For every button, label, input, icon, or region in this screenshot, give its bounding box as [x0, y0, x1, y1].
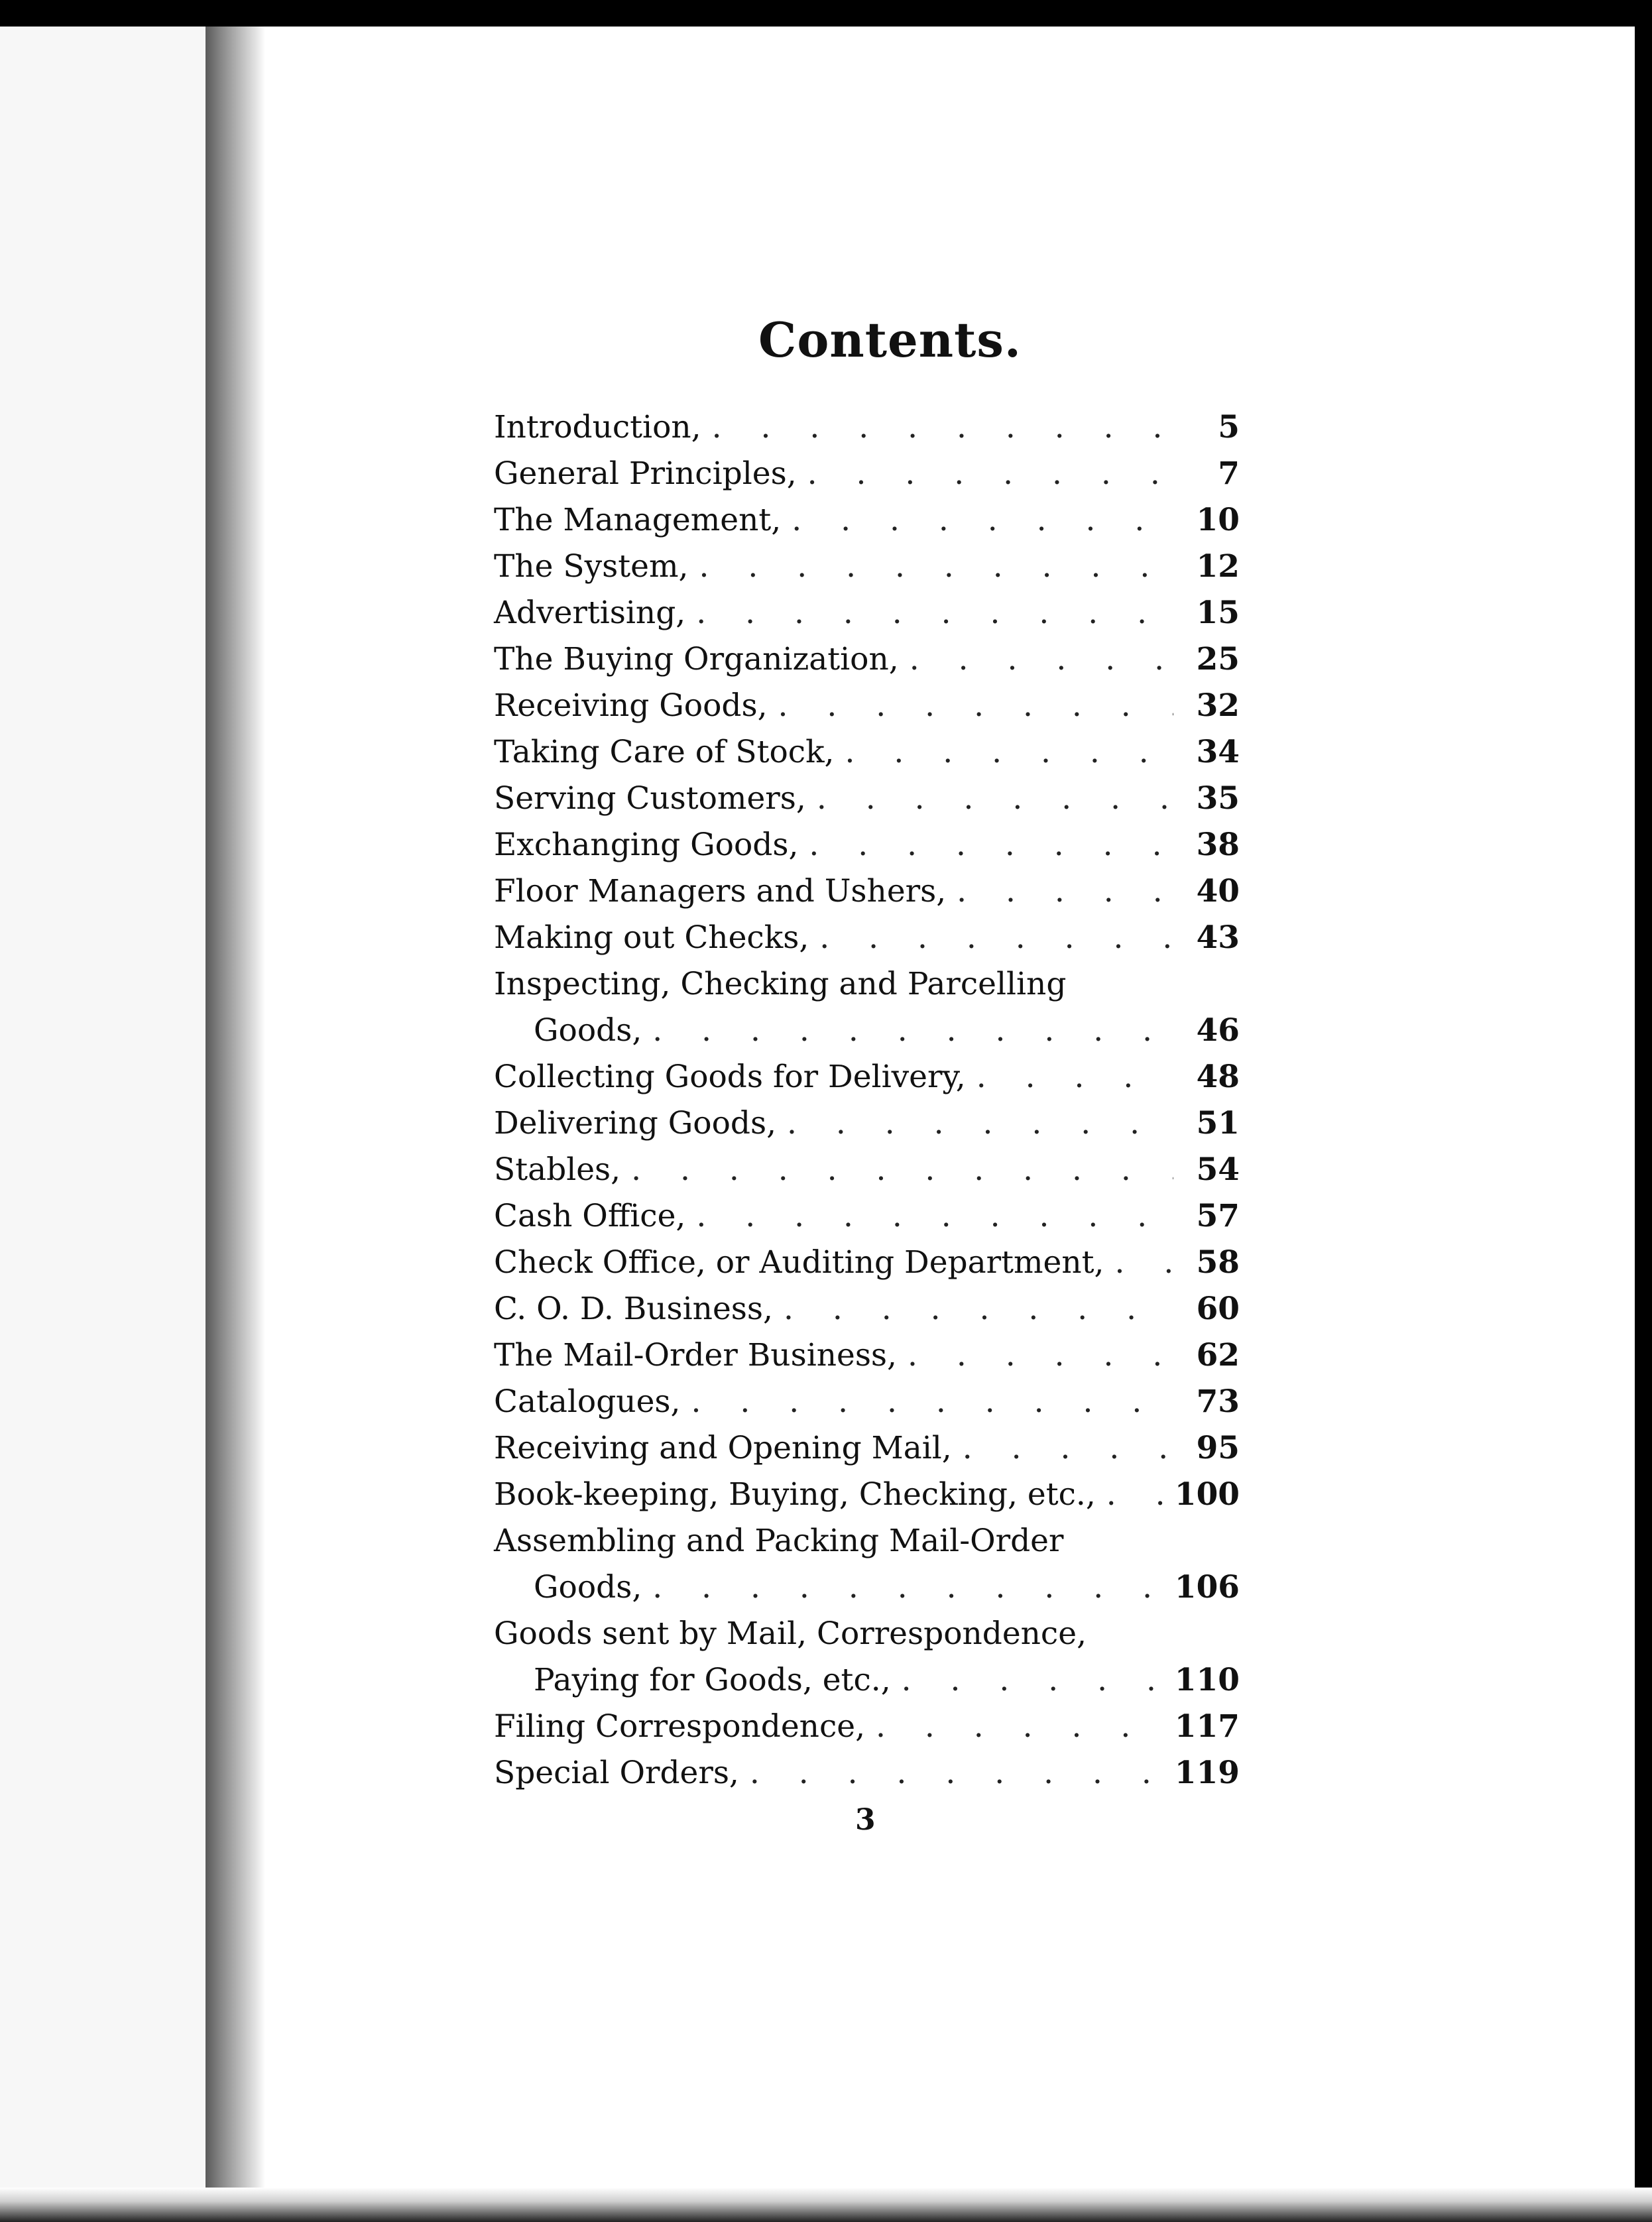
toc-entry-page: 95	[1196, 1430, 1240, 1466]
toc-leader-dots	[699, 544, 1173, 590]
facing-page-edge	[0, 27, 207, 2194]
toc-leader-dots	[712, 404, 1173, 451]
toc-entry	[494, 776, 1240, 822]
toc-entry-page: 12	[1196, 548, 1240, 585]
toc-entry-page: 43	[1196, 919, 1240, 956]
toc-entry	[494, 497, 1240, 544]
toc-entry	[494, 1100, 1240, 1147]
toc-leader-dots	[902, 1657, 1168, 1704]
toc-entry-page: 106	[1174, 1569, 1240, 1606]
toc-entry-page: 57	[1196, 1198, 1240, 1234]
toc-entry-page: 100	[1174, 1476, 1240, 1513]
toc-entry	[494, 1750, 1240, 1796]
toc-entry	[494, 1193, 1240, 1240]
toc-entry-label: Making out Checks,	[494, 919, 809, 956]
toc-leader-dots	[652, 1564, 1168, 1611]
toc-leader-dots	[1114, 1240, 1173, 1286]
toc-entry	[494, 451, 1240, 497]
toc-entry-label: General Principles,	[494, 455, 797, 492]
toc-entry-page: 58	[1196, 1244, 1240, 1281]
toc-entry-page: 117	[1174, 1708, 1240, 1745]
toc-entry-label-line2: Goods,	[534, 1569, 642, 1606]
toc-entry-label: Taking Care of Stock,	[494, 734, 835, 770]
toc-entry-label-line1: Goods sent by Mail, Correspondence,	[494, 1615, 1087, 1652]
scan-top-border	[0, 0, 1652, 27]
toc-entry-page: 60	[1196, 1291, 1240, 1327]
toc-entry-label: The Mail-Order Business,	[494, 1337, 897, 1374]
toc-entry-label-line1: Inspecting, Checking and Parcelling	[494, 966, 1067, 1002]
toc-entry-label: The System,	[494, 548, 689, 585]
toc-entry-label: Exchanging Goods,	[494, 827, 799, 863]
toc-entry-page: 34	[1196, 734, 1240, 770]
toc-leader-dots	[845, 729, 1174, 776]
toc-entry	[494, 1518, 1240, 1611]
toc-entry	[494, 915, 1240, 961]
toc-entry	[494, 1379, 1240, 1425]
toc-entry	[494, 590, 1240, 636]
toc-entry-page: 35	[1196, 780, 1240, 817]
toc-entry	[494, 636, 1240, 683]
toc-entry	[494, 1240, 1240, 1286]
toc-entry-label: Advertising,	[494, 595, 686, 631]
toc-leader-dots	[807, 451, 1173, 497]
toc-entry-label: Receiving and Opening Mail,	[494, 1430, 952, 1466]
toc-entry	[494, 868, 1240, 915]
toc-entry-label: Check Office, or Auditing Department,	[494, 1244, 1104, 1281]
toc-leader-dots	[784, 1286, 1173, 1332]
toc-leader-dots	[691, 1379, 1173, 1425]
toc-entry-page: 110	[1174, 1662, 1240, 1698]
toc-leader-dots	[750, 1750, 1168, 1796]
toc-leader-dots	[963, 1425, 1173, 1472]
toc-entry-page: 25	[1196, 641, 1240, 677]
toc-entry-label: The Management,	[494, 502, 782, 538]
toc-entry	[494, 1286, 1240, 1332]
toc-entry	[494, 404, 1240, 451]
toc-leader-dots	[876, 1704, 1168, 1750]
toc-entry-label: Introduction,	[494, 409, 701, 445]
toc-leader-dots	[817, 776, 1173, 822]
toc-leader-dots	[696, 1193, 1173, 1240]
toc-entry	[494, 1472, 1240, 1518]
toc-entry	[494, 1054, 1240, 1100]
scan-right-border	[1635, 0, 1652, 2222]
toc-leader-dots	[910, 636, 1173, 683]
toc-entry	[494, 1147, 1240, 1193]
toc-entry-label: Collecting Goods for Delivery,	[494, 1059, 966, 1095]
toc-entry-page: 10	[1196, 502, 1240, 538]
toc-list	[494, 404, 1240, 1796]
toc-entry-label: Receiving Goods,	[494, 687, 768, 724]
toc-entry-page: 32	[1196, 687, 1240, 724]
toc-entry-label: Book-keeping, Buying, Checking, etc.,	[494, 1476, 1096, 1513]
toc-entry-label: Delivering Goods,	[494, 1105, 777, 1141]
toc-entry	[494, 1425, 1240, 1472]
toc-entry	[494, 822, 1240, 868]
toc-leader-dots	[908, 1332, 1173, 1379]
toc-entry	[494, 1332, 1240, 1379]
toc-entry	[494, 683, 1240, 729]
book-gutter-shadow	[206, 27, 265, 2194]
toc-leader-dots	[976, 1054, 1173, 1100]
toc-leader-dots	[778, 683, 1173, 729]
toc-entry-continuation	[494, 1564, 1240, 1611]
toc-leader-dots	[957, 868, 1173, 915]
toc-entry-page: 73	[1196, 1383, 1240, 1420]
toc-entry-page: 40	[1196, 873, 1240, 909]
toc-entry-continuation	[494, 1008, 1240, 1054]
toc-entry-label-line1: Assembling and Packing Mail-Order	[494, 1523, 1064, 1559]
toc-entry-label: The Buying Organization,	[494, 641, 899, 677]
toc-entry-label: C. O. D. Business,	[494, 1291, 773, 1327]
toc-entry-page: 46	[1196, 1012, 1240, 1049]
toc-entry-label: Filing Correspondence,	[494, 1708, 866, 1745]
toc-leader-dots	[787, 1100, 1173, 1147]
toc-entry-page: 48	[1196, 1059, 1240, 1095]
toc-entry-page: 119	[1174, 1755, 1240, 1791]
toc-entry-label-line2: Paying for Goods, etc.,	[534, 1662, 891, 1698]
toc-leader-dots	[792, 497, 1173, 544]
toc-leader-dots	[652, 1008, 1173, 1054]
table-of-contents	[494, 312, 1240, 1796]
toc-entry-label: Catalogues,	[494, 1383, 681, 1420]
toc-entry-label: Serving Customers,	[494, 780, 806, 817]
toc-entry	[494, 1704, 1240, 1750]
scan-bottom-edge	[0, 2188, 1652, 2222]
toc-entry	[494, 544, 1240, 590]
page-number: 3	[855, 1803, 876, 1837]
page-title: Contents.	[758, 312, 1022, 368]
toc-entry-page: 51	[1196, 1105, 1240, 1141]
toc-entry-label: Stables,	[494, 1151, 621, 1188]
toc-leader-dots	[631, 1147, 1173, 1193]
toc-entry-label: Cash Office,	[494, 1198, 686, 1234]
toc-entry-page: 5	[1218, 409, 1240, 445]
toc-entry-page: 15	[1196, 595, 1240, 631]
toc-entry-label: Floor Managers and Ushers,	[494, 873, 947, 909]
toc-entry-page: 7	[1218, 455, 1240, 492]
toc-entry-page: 54	[1196, 1151, 1240, 1188]
toc-leader-dots	[1106, 1472, 1168, 1518]
toc-entry-page: 38	[1196, 827, 1240, 863]
toc-entry	[494, 729, 1240, 776]
toc-entry-label-line2: Goods,	[534, 1012, 642, 1049]
toc-entry-label: Special Orders,	[494, 1755, 739, 1791]
toc-leader-dots	[809, 822, 1173, 868]
toc-entry	[494, 1611, 1240, 1704]
toc-leader-dots	[696, 590, 1173, 636]
toc-entry	[494, 961, 1240, 1054]
toc-entry-page: 62	[1196, 1337, 1240, 1374]
toc-leader-dots	[819, 915, 1173, 961]
toc-entry-continuation	[494, 1657, 1240, 1704]
